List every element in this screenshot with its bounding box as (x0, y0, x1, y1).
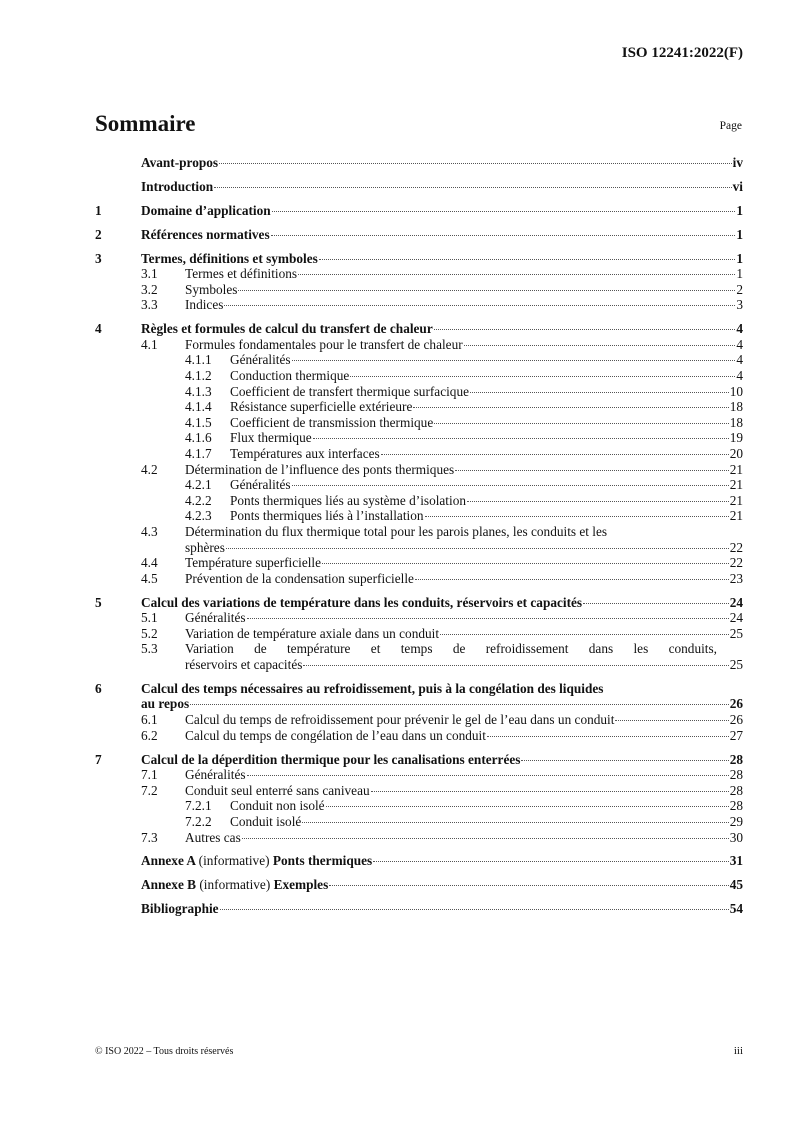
toc-entry-number: 7.2.1 (185, 798, 212, 814)
toc-entry-page: 26 (729, 696, 743, 712)
dot-leader (615, 720, 728, 721)
annex-note: (informative) (199, 877, 271, 893)
toc-entry-number: 4.2 (141, 461, 158, 477)
toc-entry-number: 6 (95, 680, 102, 696)
toc-entry-title (141, 877, 328, 893)
toc-entry-number: 1 (95, 202, 102, 218)
dot-leader (214, 187, 731, 188)
toc-entry-title: Autres cas (185, 829, 241, 845)
dot-leader (329, 885, 728, 886)
toc-entry[interactable] (95, 524, 743, 555)
toc-entry[interactable] (95, 783, 743, 799)
toc-entry-page: 4 (736, 352, 743, 368)
toc-entry[interactable] (95, 877, 743, 893)
dot-leader (271, 235, 736, 236)
toc-entry-body (141, 681, 743, 712)
toc-entry[interactable] (95, 853, 743, 869)
toc-entry-page: 4 (736, 336, 743, 352)
toc-entry-title: Règles et formules de calcul du transfert de chaleur (141, 321, 433, 337)
toc-entry-title: Domaine d’application (141, 202, 271, 218)
toc-entry-number: 4.1.5 (185, 414, 212, 430)
toc-entry-number: 4.5 (141, 570, 158, 586)
toc-entry-page: 3 (736, 297, 743, 313)
toc-entry-page: 23 (729, 570, 743, 586)
toc-entry-number: 4.1 (141, 336, 158, 352)
toc-entry-page: 1 (736, 202, 743, 218)
toc-entry-page: 18 (729, 399, 743, 415)
dot-leader (467, 501, 729, 502)
toc-entry-number: 5.1 (141, 610, 158, 626)
toc-entry-body (185, 641, 743, 672)
toc-entry-title: Calcul de la déperdition thermique pour les canalisations enterrées (141, 751, 521, 767)
toc-entry-title: Températures aux interfaces (230, 445, 380, 461)
toc-entry[interactable] (95, 282, 743, 298)
toc-entry[interactable] (95, 798, 743, 814)
toc-entry-number: 4.1.3 (185, 383, 212, 399)
toc-entry-page: 28 (729, 782, 743, 798)
toc-entry-title: Généralités (185, 767, 246, 783)
toc-entry-page: 29 (729, 813, 743, 829)
toc-entry-page: 1 (736, 250, 743, 266)
toc-entry-number: 7.2.2 (185, 813, 212, 829)
dot-leader (292, 485, 729, 486)
annex-label: Annexe B (141, 877, 197, 893)
toc-entry-title: Introduction (141, 178, 214, 194)
toc-entry-title: Prévention de la condensation superficielle (185, 570, 414, 586)
toc-entry[interactable] (95, 297, 743, 313)
page-number: iii (733, 1045, 743, 1057)
toc-entry-title: Température superficielle (185, 555, 322, 571)
toc-entry-number: 3.2 (141, 281, 158, 297)
toc-entry-title: au repos (141, 696, 190, 712)
toc-entry-page: 21 (729, 492, 743, 508)
toc-entry-page: 1 (736, 226, 743, 242)
dot-leader (440, 634, 729, 635)
toc-entry-page: 24 (729, 594, 743, 610)
toc-entry[interactable] (95, 446, 743, 462)
toc-entry-number: 4.2.1 (185, 477, 212, 493)
toc-entry-title: Coefficient de transmission thermique (230, 414, 434, 430)
toc-entry-number: 3 (95, 250, 102, 266)
toc-entry-title: Calcul des temps nécessaires au refroidissement, puis à la congélation des liquides (141, 680, 604, 696)
dot-leader (434, 423, 728, 424)
dot-leader (413, 407, 728, 408)
toc-entry-number: 4.1.4 (185, 399, 212, 415)
toc-entry[interactable] (95, 430, 743, 446)
toc-entry-number: 7.1 (141, 767, 158, 783)
dot-leader (302, 822, 728, 823)
toc-entry-number: 3.3 (141, 297, 158, 313)
toc-entry-page: 21 (729, 461, 743, 477)
toc-entry-number: 4.1.6 (185, 430, 212, 446)
page-column-label: Page (719, 120, 742, 132)
dot-leader (190, 704, 729, 705)
dot-leader (487, 736, 729, 737)
toc-entry[interactable] (95, 752, 743, 768)
toc-entry-number: 2 (95, 226, 102, 242)
toc-entry-number: 4 (95, 321, 102, 337)
dot-leader (247, 618, 729, 619)
toc-entry[interactable] (95, 508, 743, 524)
toc-entry[interactable] (95, 399, 743, 415)
annex-label: Annexe A (141, 853, 196, 869)
dot-leader (415, 579, 729, 580)
toc-entry-page: 2 (736, 281, 743, 297)
toc-entry-title: Coefficient de transfert thermique surfacique (230, 383, 469, 399)
dot-leader (219, 163, 732, 164)
toc-entry-title: Variation de température et temps de refroidissement dans les conduits, (185, 641, 717, 657)
toc-entry-title: Détermination de l’influence des ponts thermiques (185, 461, 455, 477)
toc-entry[interactable] (95, 571, 743, 587)
toc-entry-number: 4.1.7 (185, 445, 212, 461)
toc-entry-title: Références normatives (141, 226, 270, 242)
toc-entry-page: vi (732, 178, 743, 194)
toc-entry[interactable] (95, 155, 743, 171)
toc-entry-page: 54 (729, 901, 743, 917)
dot-leader (292, 360, 736, 361)
toc-entry-page: 4 (736, 321, 743, 337)
toc-entry-title: Termes et définitions (185, 266, 298, 282)
toc-entry[interactable] (95, 384, 743, 400)
toc-entry-title: Termes, définitions et symboles (141, 250, 318, 266)
toc-entry[interactable] (95, 352, 743, 368)
toc-entry-number: 7.2 (141, 782, 158, 798)
toc-entry-title: Généralités (230, 477, 291, 493)
toc-entry[interactable] (95, 626, 743, 642)
toc-entry-continuation (185, 540, 743, 556)
toc-entry[interactable] (95, 595, 743, 611)
toc-entry-page: 30 (729, 829, 743, 845)
toc-entry-title: Conduit isolé (230, 813, 302, 829)
toc-entry-page: 26 (729, 712, 743, 728)
copyright-footer: © ISO 2022 – Tous droits réservés (95, 1046, 234, 1057)
toc-entry[interactable] (95, 767, 743, 783)
toc-entry-title: Ponts thermiques liés au système d’isolation (230, 492, 466, 508)
toc-entry[interactable] (95, 477, 743, 493)
dot-leader (521, 760, 728, 761)
dot-leader (455, 470, 729, 471)
dot-leader (272, 211, 736, 212)
annex-title: Exemples (273, 877, 329, 893)
toc-entry[interactable] (95, 251, 743, 267)
toc-entry-title: Variation de température axiale dans un conduit (185, 625, 440, 641)
toc-entry-number: 4.4 (141, 555, 158, 571)
dot-leader (350, 376, 735, 377)
toc-entry-page: 1 (736, 266, 743, 282)
dot-leader (224, 305, 735, 306)
dot-leader (326, 806, 729, 807)
toc-entry-title: sphères (185, 539, 225, 555)
toc-entry-page: 21 (729, 508, 743, 524)
toc-entry[interactable] (95, 901, 743, 917)
toc-entry-page: 22 (729, 539, 743, 555)
annex-note: (informative) (198, 853, 270, 869)
dot-leader (470, 392, 729, 393)
toc-entry-number: 3.1 (141, 266, 158, 282)
toc-entry[interactable] (95, 641, 743, 672)
toc-entry-page: iv (732, 155, 743, 170)
dot-leader (226, 548, 729, 549)
toc-entry-number: 4.2.3 (185, 508, 212, 524)
toc-entry-number: 4.3 (141, 523, 158, 539)
toc-entry-title: Conduction thermique (230, 368, 350, 384)
toc-entry-title: Généralités (230, 352, 291, 368)
toc-entry-title: Symboles (185, 281, 238, 297)
dot-leader (373, 861, 728, 862)
toc-entry[interactable] (95, 555, 743, 571)
toc-entry[interactable] (95, 227, 743, 243)
dot-leader (425, 516, 729, 517)
toc-entry[interactable] (95, 814, 743, 830)
toc-entry[interactable] (95, 712, 743, 728)
dot-leader (247, 775, 729, 776)
toc-entry-title: Formules fondamentales pour le transfert de chaleur (185, 336, 463, 352)
toc-entry[interactable] (95, 681, 743, 712)
toc-entry-number: 6.1 (141, 712, 158, 728)
toc-entry[interactable] (95, 493, 743, 509)
toc-entry-title: Calcul du temps de congélation de l’eau dans un conduit (185, 727, 486, 743)
dot-leader (322, 563, 729, 564)
toc-entry-title: Flux thermique (230, 430, 312, 446)
toc-entry-number: 4.2.2 (185, 492, 212, 508)
dot-leader (464, 345, 736, 346)
toc-entry-page: 10 (729, 383, 743, 399)
toc-entry-page: 24 (729, 610, 743, 626)
dot-leader (434, 329, 736, 330)
dot-leader (242, 838, 729, 839)
toc-entry-title: Indices (185, 297, 224, 313)
page-title: Sommaire (95, 111, 196, 136)
toc-entry[interactable] (95, 728, 743, 744)
document-id: ISO 12241:2022(F) (621, 45, 743, 61)
toc-entry-number: 7.3 (141, 829, 158, 845)
toc-entry-continuation (185, 657, 743, 673)
toc-entry-title (141, 853, 372, 869)
dot-leader (238, 290, 735, 291)
dot-leader (319, 259, 736, 260)
toc-entry-title: Résistance superficielle extérieure (230, 399, 413, 415)
toc-entry-page: 21 (729, 477, 743, 493)
toc-entry[interactable] (95, 266, 743, 282)
toc-entry-number: 5 (95, 594, 102, 610)
toc-entry-title: Détermination du flux thermique total pour les parois planes, les conduits et les (185, 523, 608, 539)
toc-entry-number: 4.1.2 (185, 368, 212, 384)
dot-leader (298, 274, 735, 275)
toc-entry-page: 4 (736, 368, 743, 384)
dot-leader (313, 438, 729, 439)
dot-leader (371, 791, 729, 792)
toc-entry-title: Conduit seul enterré sans caniveau (185, 782, 370, 798)
toc-entry-number: 7 (95, 751, 102, 767)
toc-entry-title: Bibliographie (141, 901, 219, 917)
toc-entry[interactable] (95, 830, 743, 846)
table-of-contents (95, 155, 743, 917)
toc-entry-page: 25 (729, 657, 743, 672)
toc-entry[interactable] (95, 321, 743, 337)
toc-entry-page: 28 (729, 767, 743, 783)
toc-entry-page: 45 (729, 877, 743, 893)
dot-leader (381, 454, 729, 455)
toc-entry[interactable] (95, 415, 743, 431)
dot-leader (220, 909, 729, 910)
annex-title: Ponts thermiques (272, 853, 373, 869)
toc-entry[interactable] (95, 462, 743, 478)
toc-entry-body (185, 524, 743, 555)
toc-entry-page: 22 (729, 555, 743, 571)
toc-entry-title: Conduit non isolé (230, 798, 325, 814)
dot-leader (583, 603, 729, 604)
toc-entry-title: Ponts thermiques liés à l’installation (230, 508, 424, 524)
toc-entry[interactable] (95, 179, 743, 195)
toc-entry[interactable] (95, 203, 743, 219)
toc-entry[interactable] (95, 337, 743, 353)
toc-entry-number: 5.2 (141, 625, 158, 641)
toc-entry-page: 28 (729, 798, 743, 814)
toc-entry-page: 31 (729, 853, 743, 869)
toc-entry-page: 18 (729, 414, 743, 430)
toc-entry[interactable] (95, 368, 743, 384)
toc-entry-number: 4.1.1 (185, 352, 212, 368)
toc-entry-continuation (141, 696, 743, 712)
toc-entry-page: 25 (729, 625, 743, 641)
toc-entry-number: 6.2 (141, 727, 158, 743)
toc-entry-title: Généralités (185, 610, 246, 626)
toc-entry[interactable] (95, 610, 743, 626)
toc-entry-page: 19 (729, 430, 743, 446)
toc-entry-title: réservoirs et capacités (185, 657, 303, 672)
toc-entry-title: Calcul des variations de température dans les conduits, réservoirs et capacités (141, 594, 583, 610)
toc-entry-number: 5.3 (141, 641, 158, 657)
toc-entry-title: Avant-propos (141, 155, 219, 170)
toc-entry-title: Calcul du temps de refroidissement pour prévenir le gel de l’eau dans un conduit (185, 712, 615, 728)
toc-entry-page: 28 (729, 751, 743, 767)
dot-leader (303, 665, 728, 666)
toc-entry-page: 20 (729, 445, 743, 461)
toc-entry-page: 27 (729, 727, 743, 743)
